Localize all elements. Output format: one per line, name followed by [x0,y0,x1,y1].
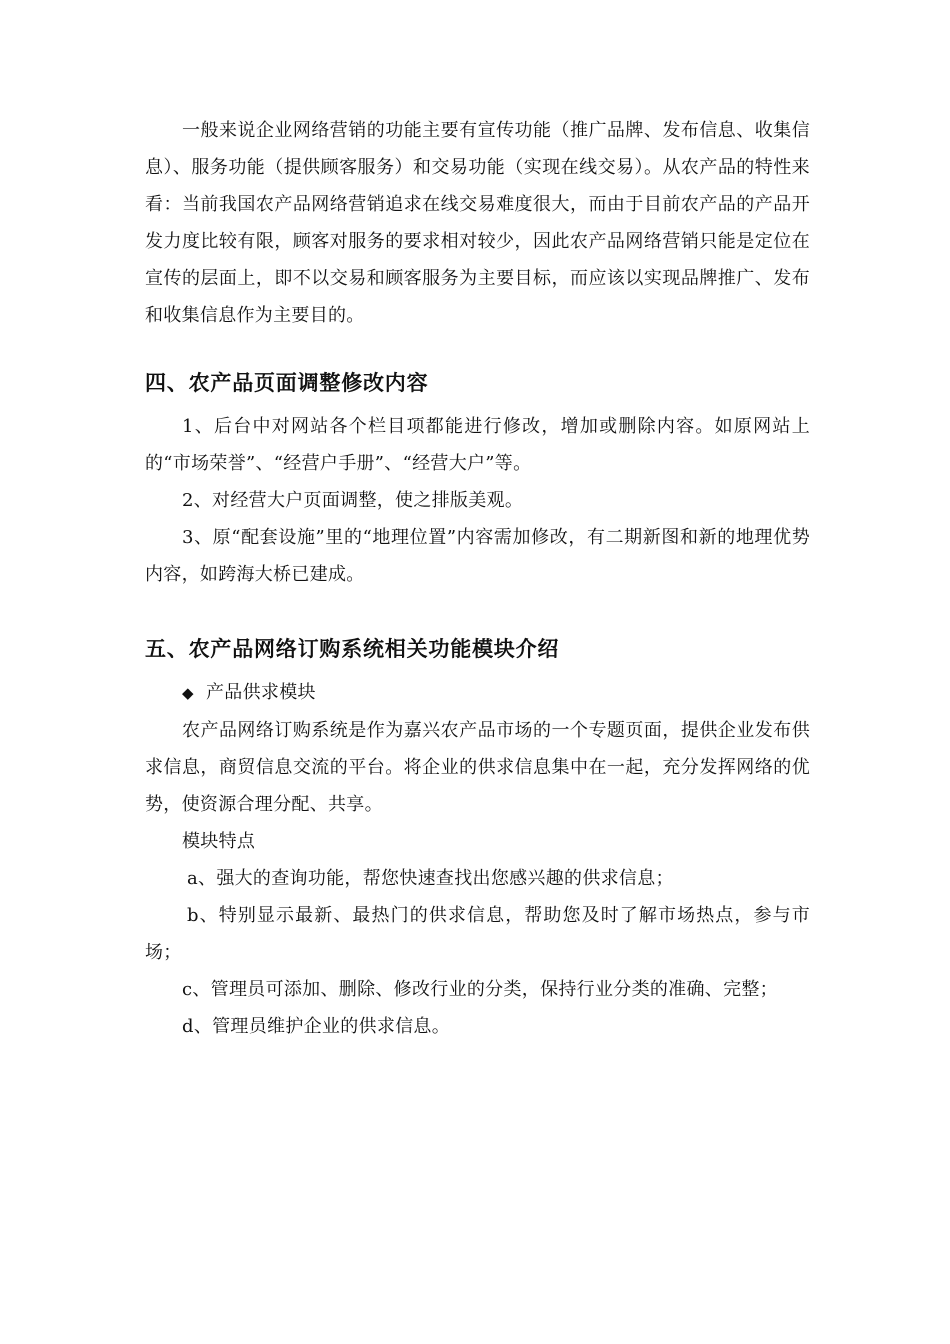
module-title: 产品供求模块 [206,682,316,703]
section-4-heading: 四、农产品页面调整修改内容 [145,370,429,395]
feature-c: c、管理员可添加、删除、修改行业的分类，保持行业分类的准确、完整； [182,979,778,1000]
intro-paragraph: 一般来说企业网络营销的功能主要有宣传功能（推广品牌、发布信息、收集信息）、服务功能（提供顾客服务）和交易功能（实现在线交易）。从农产品的特性来看：当前我国农产品网络营销追求在线交易难度很大，而由于目前农产品的产品开发力度比较有限，顾客对服务的要求相对较少，因此农产品网络营销只能是定位在宣传的层面上，即不以交易和顾客服务为主要目标，而应该以实现品牌推广、发布和收集信息作为主要目的。 [145,120,810,326]
module-description: 农产品网络订购系统是作为嘉兴农产品市场的一个专题页面，提供企业发布供求信息，商贸信息交流的平台。将企业的供求信息集中在一起，充分发挥网络的优势，使资源合理分配、共享。 [145,720,810,815]
section-5-heading: 五、农产品网络订购系统相关功能模块介绍 [145,636,560,661]
section-4-item-3: 3、原“配套设施”里的“地理位置”内容需加修改，有二期新图和新的地理优势内容，如跨海大桥已建成。 [145,527,810,585]
features-label: 模块特点 [182,831,256,852]
section-4-item-1: 1、后台中对网站各个栏目项都能进行修改，增加或删除内容。如原网站上的“市场荣誉”、“经营户手册”、“经营大户”等。 [145,416,810,474]
section-4-item-2: 2、对经营大户页面调整，使之排版美观。 [182,490,524,511]
diamond-bullet-icon: ◆ [182,684,194,702]
feature-d: d、管理员维护企业的供求信息。 [182,1016,451,1037]
document-page [145,112,810,1045]
module-heading-line [145,674,810,712]
feature-b: b、特别显示最新、最热门的供求信息，帮助您及时了解市场热点，参与市场； [145,905,810,963]
feature-a: a、强大的查询功能，帮您快速查找出您感兴趣的供求信息； [187,868,674,889]
